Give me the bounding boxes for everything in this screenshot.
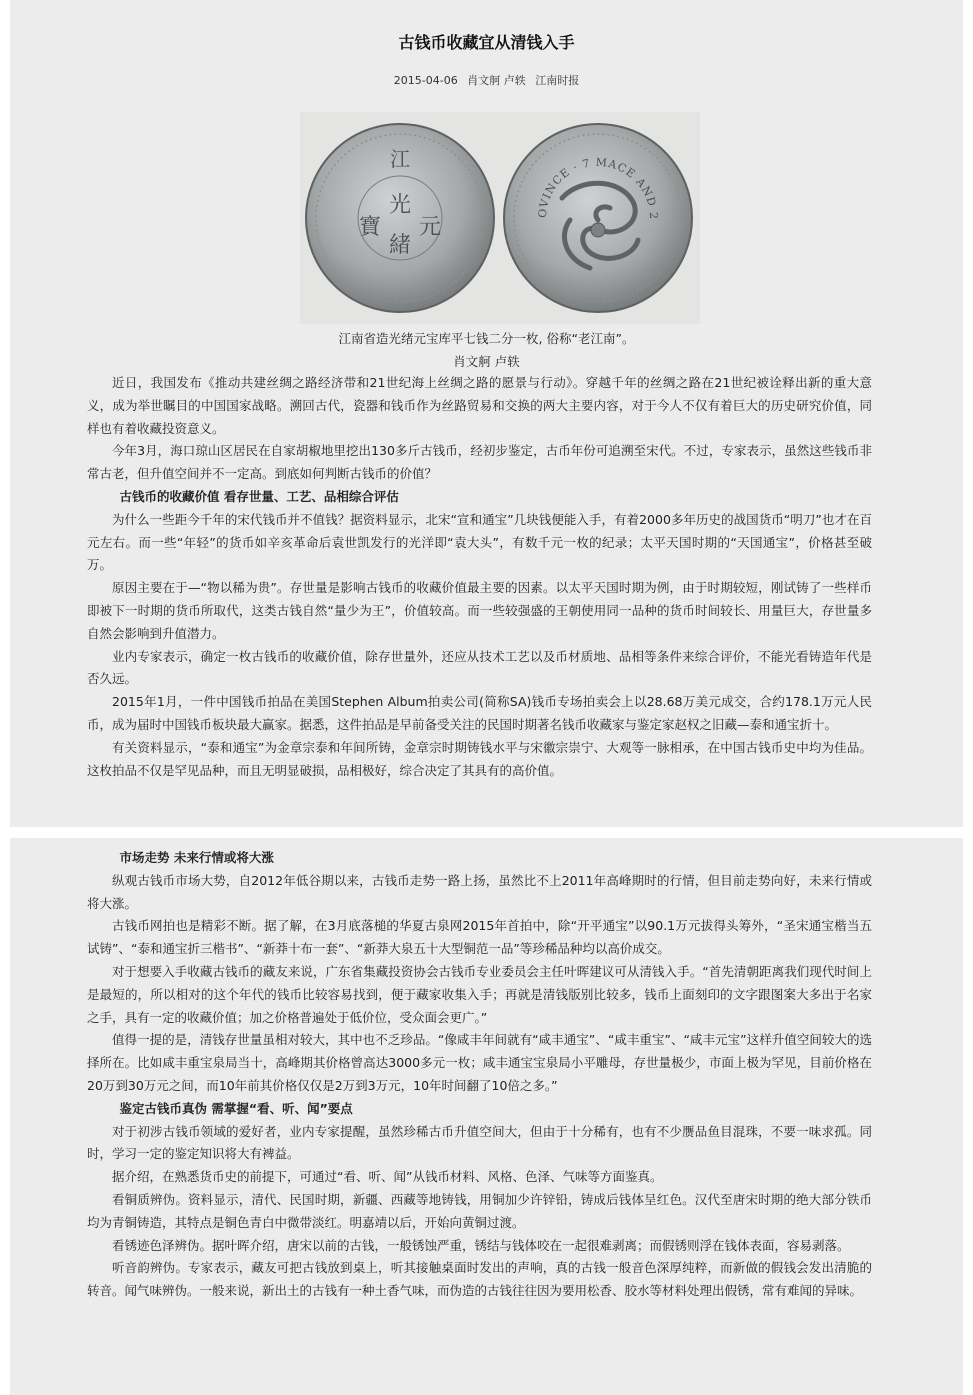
- coin-obverse-center-bottom: 緒: [388, 233, 412, 258]
- coin-reverse-legend: OVINCE · 7 MACE AND 2: [535, 155, 661, 221]
- section-heading: 古钱币的收藏价值 看存世量、工艺、品相综合评估: [119, 488, 399, 504]
- coin-obverse-top-text: 江: [390, 147, 410, 171]
- paragraph: 原因主要在于—“物以稀为贵”。存世量是影响古钱币的收藏价值最主要的因素。以太平天国时期为例，由于时期较短，刚试铸了一些样币即被下一时期的货币所取代，这类古钱自然“量少为王”，价值较高。而一些较强盛的王朝使用同一品种的货币时间较长、用量巨大，存世量多自然会影响到升值潜力。: [87, 580, 872, 641]
- paragraph: 近日，我国发布《推动共建丝绸之路经济带和21世纪海上丝绸之路的愿景与行动》。穿越千年的丝绸之路在21世纪被诠释出新的重大意义，成为举世瞩目的中国国家战略。溯回古代，瓷器和钱币作为丝路贸易和交换的两大主要内容，对于今人不仅有着巨大的历史研究价值，同样也有着收藏投资意义。: [87, 375, 872, 436]
- paragraph: 有关资料显示，“泰和通宝”为金章宗泰和年间所铸，金章宗时期铸钱水平与宋徽宗崇宁、大观等一脉相承，在中国古钱币史中均为佳品。这枚拍品不仅是罕见品种，而且无明显破损，品相极好，综合决定了其具有的高价值。: [87, 739, 872, 778]
- paragraph: 2015年1月，一件中国钱币拍品在美国Stephen Album拍卖公司(简称SA)钱币专场拍卖会上以28.68万美元成交，合约178.1万元人民币，成为届时中国钱币板块最大赢家。据悉，这件拍品是早前备受关注的民国时期著名钱币收藏家与鉴定家赵权之旧藏—泰和通宝折十。: [87, 694, 872, 732]
- coin-illustration: [300, 112, 700, 324]
- article-title: 古钱币收藏宜从清钱入手: [398, 33, 575, 52]
- photo-credit: 肖文舸 卢轶: [453, 354, 520, 369]
- paragraph: 值得一提的是，清钱存世量虽相对较大，其中也不乏珍品。“像咸丰年间就有“咸丰通宝”、“咸丰重宝”、“咸丰元宝”这样升值空间较大的选择所在。比如咸丰重宝泉局当十，高峰期其价格曾高达3000多元一枚；咸丰通宝宝泉局小平雕母，存世量极少，市面上极为罕见，目前价格在20万到30万元之间，而10年前其价格仅仅是2万到3万元，10年时间翻了10倍之多。”: [87, 1032, 872, 1093]
- publish-date: 2015-04-06: [393, 74, 458, 87]
- coin-obverse-center-right: 寶: [358, 215, 382, 240]
- coin-obverse-center-left: 元: [418, 215, 442, 240]
- paragraph: 纵观古钱币市场大势，自2012年低谷期以来，古钱币走势一路上扬，虽然比不上2011年高峰期时的行情，但目前走势向好，未来行情或将大涨。: [87, 872, 872, 911]
- paragraph: 对于初涉古钱币领域的爱好者，业内专家提醒，虽然珍稀古币升值空间大，但由于十分稀有，也有不少赝品鱼目混珠，不要一味求孤。同时，学习一定的鉴定知识将大有裨益。: [87, 1123, 872, 1162]
- section-heading: 鉴定古钱币真伪 需掌握“看、听、闻”要点: [119, 1100, 353, 1116]
- section-heading: 市场走势 未来行情或将大涨: [119, 850, 274, 865]
- paragraph: 今年3月，海口琼山区居民在自家胡椒地里挖出130多斤古钱币，经初步鉴定，古币年份可追溯至宋代。不过，专家表示，虽然这些钱币非常古老，但升值空间并不一定高。到底如何判断古钱币的价值？: [87, 443, 872, 482]
- paragraph: 看锈迹色泽辨伪。据叶晖介绍，唐宋以前的古钱，一般锈蚀严重，锈结与钱体咬在一起很难剥离；而假锈则浮在钱体表面，容易剥落。: [112, 1237, 850, 1253]
- paragraph: 听音韵辨伪。专家表示，藏友可把古钱放到桌上，听其接触桌面时发出的声响，真的古钱一般音色深厚纯粹，而新做的假钱会发出清脆的转音。闻气味辨伪。一般来说，新出土的古钱有一种土香气味，而伪造的古钱往往因为要用松香、胶水等材料处理出假锈，常有难闻的异味。: [87, 1260, 872, 1299]
- source: 江南时报: [535, 74, 580, 87]
- authors: 肖文舸 卢轶: [467, 74, 526, 87]
- article-meta: [10, 72, 963, 88]
- paragraph: 古钱币网拍也是精彩不断。据了解，在3月底落槌的华夏古泉网2015年首拍中，除“开平通宝”以90.1万元拔得头筹外，“圣宋通宝楷当五试铸”、“泰和通宝折三楷书”、“新莽十布一套”、“新莽大泉五十大型铜范一品”等珍稀品种均以高价成交。: [87, 918, 872, 957]
- photo-caption: 江南省造光绪元宝库平七钱二分一枚, 俗称“老江南”。: [338, 331, 635, 346]
- svg-text:江: [390, 147, 410, 171]
- paragraph: 据介绍，在熟悉货币史的前提下，可通过“看、听、闻”从钱币材料、风格、色泽、气味等方面鉴真。: [112, 1169, 663, 1185]
- article-body-part1: [87, 372, 872, 782]
- coin-photo: [300, 112, 700, 324]
- coin-obverse: [306, 124, 494, 312]
- paragraph: 为什么一些距今千年的宋代钱币并不值钱？据资料显示，北宋“宣和通宝”几块钱便能入手，有着2000多年历史的战国货币“明刀”也才在百元左右。而一些“年轻”的货币如辛亥革命后袁世凯发行的光洋即“袁大头”，有数千元一枚的纪录；太平天国时期的“天国通宝”，价格甚至破万。: [87, 511, 872, 573]
- paragraph: 看铜质辨伪。资料显示，清代、民国时期，新疆、西藏等地铸钱，用铜加少许锌铅，铸成后钱体呈红色。汉代至唐宋时期的绝大部分铁币均为青铜铸造，其特点是铜色青白中微带淡红。明嘉靖以后，开始向黄铜过渡。: [87, 1191, 872, 1230]
- paragraph: 业内专家表示，确定一枚古钱币的收藏价值，除存世量外，还应从技术工艺以及币材质地、品相等条件来综合评价，不能光看铸造年代是否久远。: [87, 648, 872, 687]
- article-body-part2: [87, 847, 872, 1303]
- coin-obverse-center-top: 光: [388, 193, 412, 218]
- paragraph: 对于想要入手收藏古钱币的藏友来说，广东省集藏投资协会古钱币专业委员会主任叶晖建议可从清钱入手。“首先清朝距离我们现代时间上是最短的，所以相对的这个年代的钱币比较容易找到，便于藏家收集入手；再就是清钱版别比较多，钱币上面刻印的文字跟图案大多出于名家之手，具有一定的收藏价值；加之价格普遍处于低价位，受众面会更广。”: [87, 963, 872, 1025]
